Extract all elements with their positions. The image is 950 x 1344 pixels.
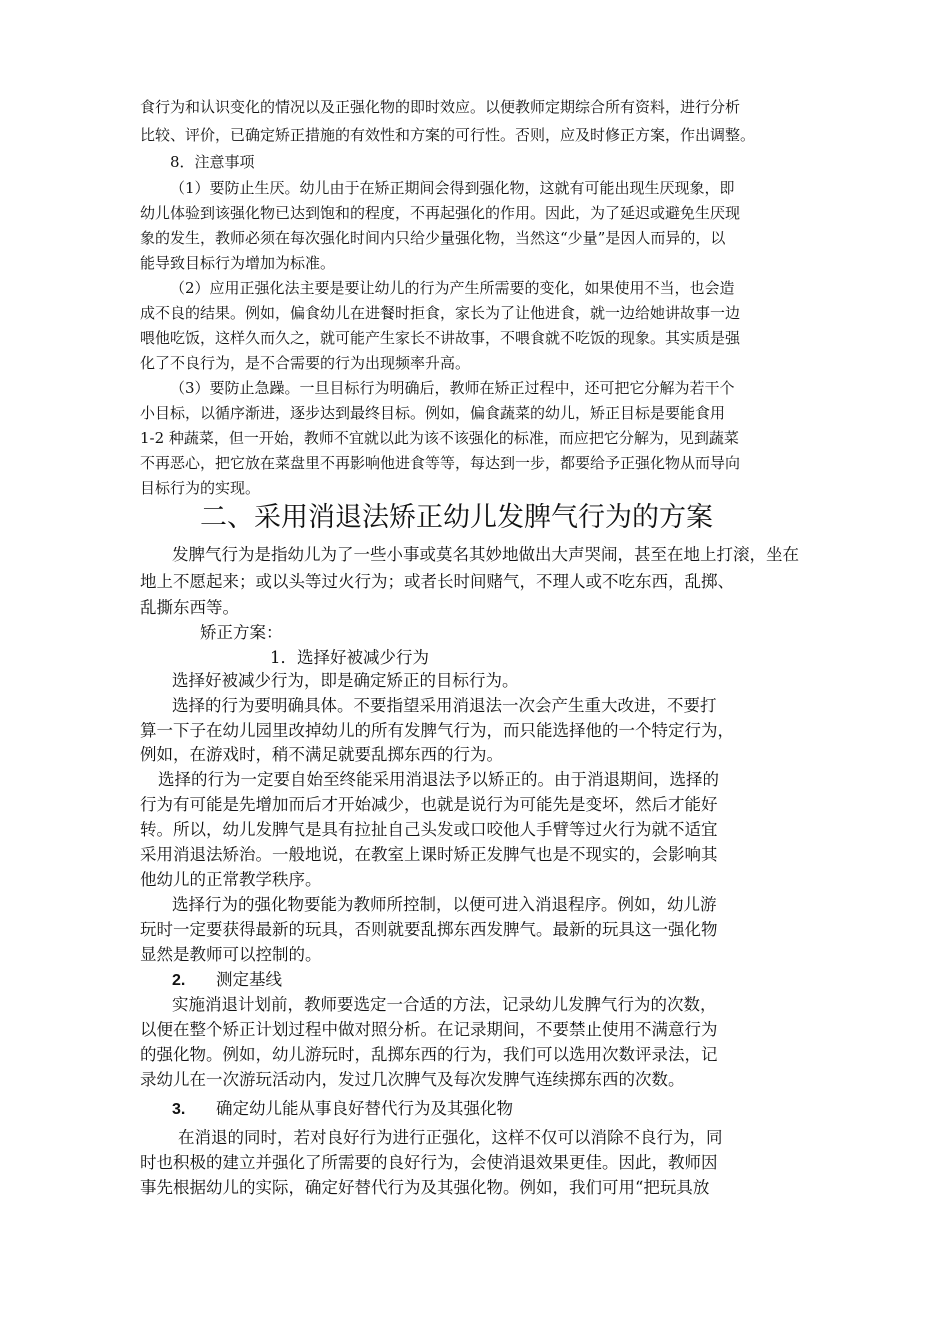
paragraph-line: 成不良的结果。例如，偏食幼儿在进餐时拒食，家长为了让他进食，就一边给她讲故事一边	[140, 304, 741, 322]
paragraph-line: 转。所以，幼儿发脾气是具有拉扯自己头发或口咬他人手臂等过火行为就不适宜	[140, 820, 718, 839]
paragraph-line: 实施消退计划前，教师要选定一合适的方法，记录幼儿发脾气行为的次数，	[172, 995, 717, 1014]
paragraph-line: 时也积极的建立并强化了所需要的良好行为，会使消退效果更佳。因此，教师因	[140, 1153, 718, 1172]
paragraph-line: 比较、评价，已确定矫正措施的有效性和方案的可行性。否则，应及时修正方案，作出调整。	[140, 126, 756, 144]
paragraph-line: 玩时一定要获得最新的玩具，否则就要乱掷东西发脾气。最新的玩具这一强化物	[140, 920, 718, 939]
step-heading	[172, 1101, 513, 1118]
paragraph-line: 发脾气行为是指幼儿为了一些小事或莫名其妙地做出大声哭闹，甚至在地上打滚，坐在	[172, 545, 799, 564]
paragraph-line: 在消退的同时，若对良好行为进行正强化，这样不仅可以消除不良行为，同	[178, 1128, 723, 1147]
subheading-notes: 8．注意事项	[170, 153, 255, 171]
step-number: 2.	[172, 972, 186, 989]
paragraph-line: （2）应用正强化法主要是要让幼儿的行为产生所需要的变化，如果使用不当，也会造	[170, 279, 735, 297]
paragraph-line: 象的发生，教师必须在每次强化时间内只给少量强化物，当然这“少量”是因人而异的，以	[140, 229, 726, 247]
paragraph-line: 乱撕东西等。	[140, 598, 239, 617]
step-label: 测定基线	[216, 970, 282, 989]
paragraph-line: （3）要防止急躁。一旦目标行为明确后，教师在矫正过程中，还可把它分解为若干个	[170, 379, 735, 397]
paragraph-line: 选择好被减少行为，即是确定矫正的目标行为。	[172, 671, 519, 690]
paragraph-line: 不再恶心，把它放在菜盘里不再影响他进食等等，每达到一步，都要给予正强化物从而导向	[140, 454, 741, 472]
paragraph-line: 显然是教师可以控制的。	[140, 945, 322, 964]
paragraph-line: 采用消退法矫治。一般地说，在教室上课时矫正发脾气也是不现实的，会影响其	[140, 845, 718, 864]
paragraph-line: 选择的行为一定要自始至终能采用消退法予以矫正的。由于消退期间，选择的	[158, 770, 719, 789]
paragraph-line: 目标行为的实现。	[140, 479, 261, 497]
paragraph-line: 他幼儿的正常教学秩序。	[140, 870, 322, 889]
plan-label: 矫正方案：	[200, 623, 283, 642]
paragraph-line: 事先根据幼儿的实际，确定好替代行为及其强化物。例如，我们可用“把玩具放	[140, 1178, 710, 1197]
paragraph-line: 食行为和认识变化的情况以及正强化物的即时效应。以便教师定期综合所有资料，进行分析	[140, 98, 741, 116]
paragraph-line: 的强化物。例如，幼儿游玩时，乱掷东西的行为，我们可以选用次数评录法，记	[140, 1045, 718, 1064]
paragraph-line: 以便在整个矫正计划过程中做对照分析。在记录期间，不要禁止使用不满意行为	[140, 1020, 718, 1039]
paragraph-line: 幼儿体验到该强化物已达到饱和的程度，不再起强化的作用。因此，为了延迟或避免生厌现	[140, 204, 741, 222]
step-heading: 1．选择好被减少行为	[270, 648, 429, 667]
paragraph-line: 行为有可能是先增加而后才开始减少，也就是说行为可能先是变坏，然后才能好	[140, 795, 718, 814]
paragraph-line: 选择的行为要明确具体。不要指望采用消退法一次会产生重大改进，不要打	[172, 696, 717, 715]
paragraph-line: 小目标，以循序渐进，逐步达到最终目标。例如，偏食蔬菜的幼儿，矫正目标是要能食用	[140, 404, 726, 422]
paragraph-line: 例如，在游戏时，稍不满足就要乱掷东西的行为。	[140, 745, 503, 764]
paragraph-line: 能导致目标行为增加为标准。	[140, 254, 336, 272]
step-number: 3.	[172, 1101, 186, 1118]
paragraph-line: 化了不良行为，是不合需要的行为出现频率升高。	[140, 354, 471, 372]
paragraph-line: 1-2 种蔬菜，但一开始，教师不宜就以此为该不该强化的标准，而应把它分解为，见到蔬菜	[140, 429, 739, 447]
paragraph-line: 算一下子在幼儿园里改掉幼儿的所有发脾气行为，而只能选择他的一个特定行为，	[140, 721, 734, 740]
paragraph-line: 地上不愿起来；或以头等过火行为；或者长时间赌气，不理人或不吃东西，乱掷、	[140, 572, 734, 591]
step-heading	[172, 972, 282, 989]
section-heading: 二、采用消退法矫正幼儿发脾气行为的方案	[200, 502, 713, 533]
paragraph-line: （1）要防止生厌。幼儿由于在矫正期间会得到强化物，这就有可能出现生厌现象，即	[170, 179, 735, 197]
step-label: 确定幼儿能从事良好替代行为及其强化物	[216, 1099, 513, 1118]
paragraph-line: 录幼儿在一次游玩活动内，发过几次脾气及每次发脾气连续掷东西的次数。	[140, 1070, 685, 1089]
paragraph-line: 喂他吃饭，这样久而久之，就可能产生家长不讲故事，不喂食就不吃饭的现象。其实质是强	[140, 329, 741, 347]
paragraph-line: 选择行为的强化物要能为教师所控制，以便可进入消退程序。例如，幼儿游	[172, 895, 717, 914]
